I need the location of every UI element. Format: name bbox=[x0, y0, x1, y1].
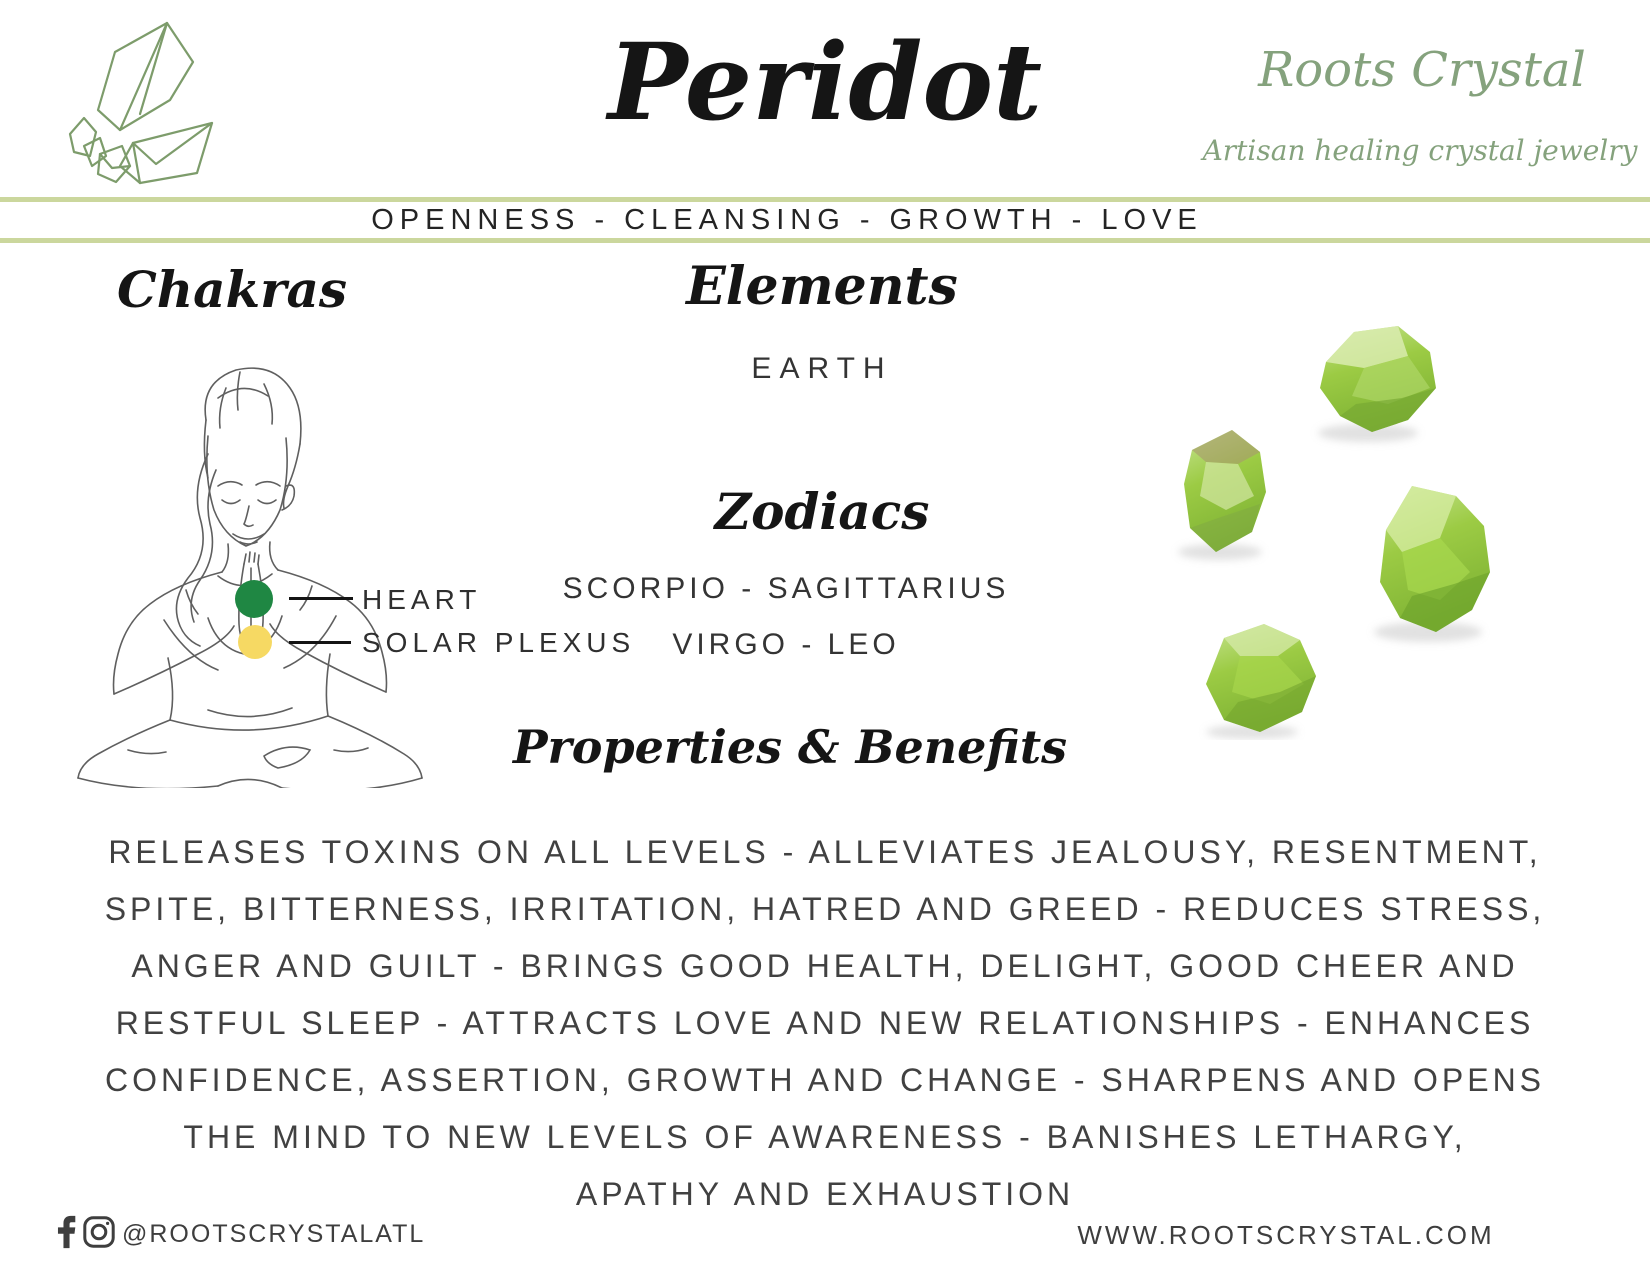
properties-line: ANGER AND GUILT - BRINGS GOOD HEALTH, DELIGHT, GOOD CHEER AND bbox=[131, 948, 1519, 984]
heart-chakra-label: HEART bbox=[362, 584, 482, 615]
properties-line: RELEASES TOXINS ON ALL LEVELS - ALLEVIATES JEALOUSY, RESENTMENT, bbox=[108, 834, 1542, 870]
zodiac-pair-1: SCORPIO - SAGITTARIUS bbox=[562, 572, 1010, 605]
meditating-woman-illustration bbox=[68, 358, 428, 788]
properties-line: THE MIND TO NEW LEVELS OF AWARENESS - BANISHES LETHARGY, bbox=[183, 1119, 1467, 1155]
properties-heading: Properties & Benefits bbox=[512, 720, 1068, 774]
heart-connector-line bbox=[289, 597, 353, 600]
instagram-icon bbox=[83, 1216, 115, 1248]
page-title: Peridot bbox=[607, 19, 1043, 144]
facebook-icon bbox=[55, 1213, 77, 1251]
brand-name: Roots Crystal bbox=[1258, 42, 1586, 98]
stone-top bbox=[1320, 326, 1436, 432]
elements-heading: Elements bbox=[686, 256, 958, 317]
properties-line: SPITE, BITTERNESS, IRRITATION, HATRED AND GREED - REDUCES STRESS, bbox=[104, 891, 1546, 927]
stone-left bbox=[1184, 430, 1266, 552]
elements-value: EARTH bbox=[751, 352, 893, 385]
brand-tagline: Artisan healing crystal jewelry bbox=[1202, 134, 1638, 167]
heart-chakra-dot bbox=[235, 580, 273, 618]
stone-bottom bbox=[1206, 624, 1316, 732]
keywords-text: OPENNESS - CLEANSING - GROWTH - LOVE bbox=[371, 204, 1203, 236]
properties-text bbox=[0, 824, 1650, 1223]
solar-plexus-connector-line bbox=[289, 641, 351, 644]
social-handle: @ROOTSCRYSTALATL bbox=[122, 1220, 426, 1248]
crystal-logo-icon bbox=[60, 14, 216, 186]
website-url: WWW.ROOTSCRYSTAL.COM bbox=[1077, 1220, 1495, 1250]
solar-plexus-chakra-label: SOLAR PLEXUS bbox=[362, 627, 636, 658]
properties-line: CONFIDENCE, ASSERTION, GROWTH AND CHANGE - SHARPENS AND OPENS bbox=[104, 1062, 1546, 1098]
keywords-banner bbox=[0, 197, 1650, 243]
chakras-heading: Chakras bbox=[116, 260, 348, 319]
solar-plexus-chakra-dot bbox=[238, 625, 272, 659]
properties-line: RESTFUL SLEEP - ATTRACTS LOVE AND NEW RELATIONSHIPS - ENHANCES bbox=[115, 1005, 1535, 1041]
stone-right bbox=[1380, 486, 1490, 632]
peridot-stones-photo bbox=[1140, 300, 1560, 740]
properties-line: APATHY AND EXHAUSTION bbox=[575, 1176, 1075, 1212]
zodiac-pair-2: VIRGO - LEO bbox=[672, 628, 900, 661]
zodiacs-heading: Zodiacs bbox=[714, 482, 930, 541]
